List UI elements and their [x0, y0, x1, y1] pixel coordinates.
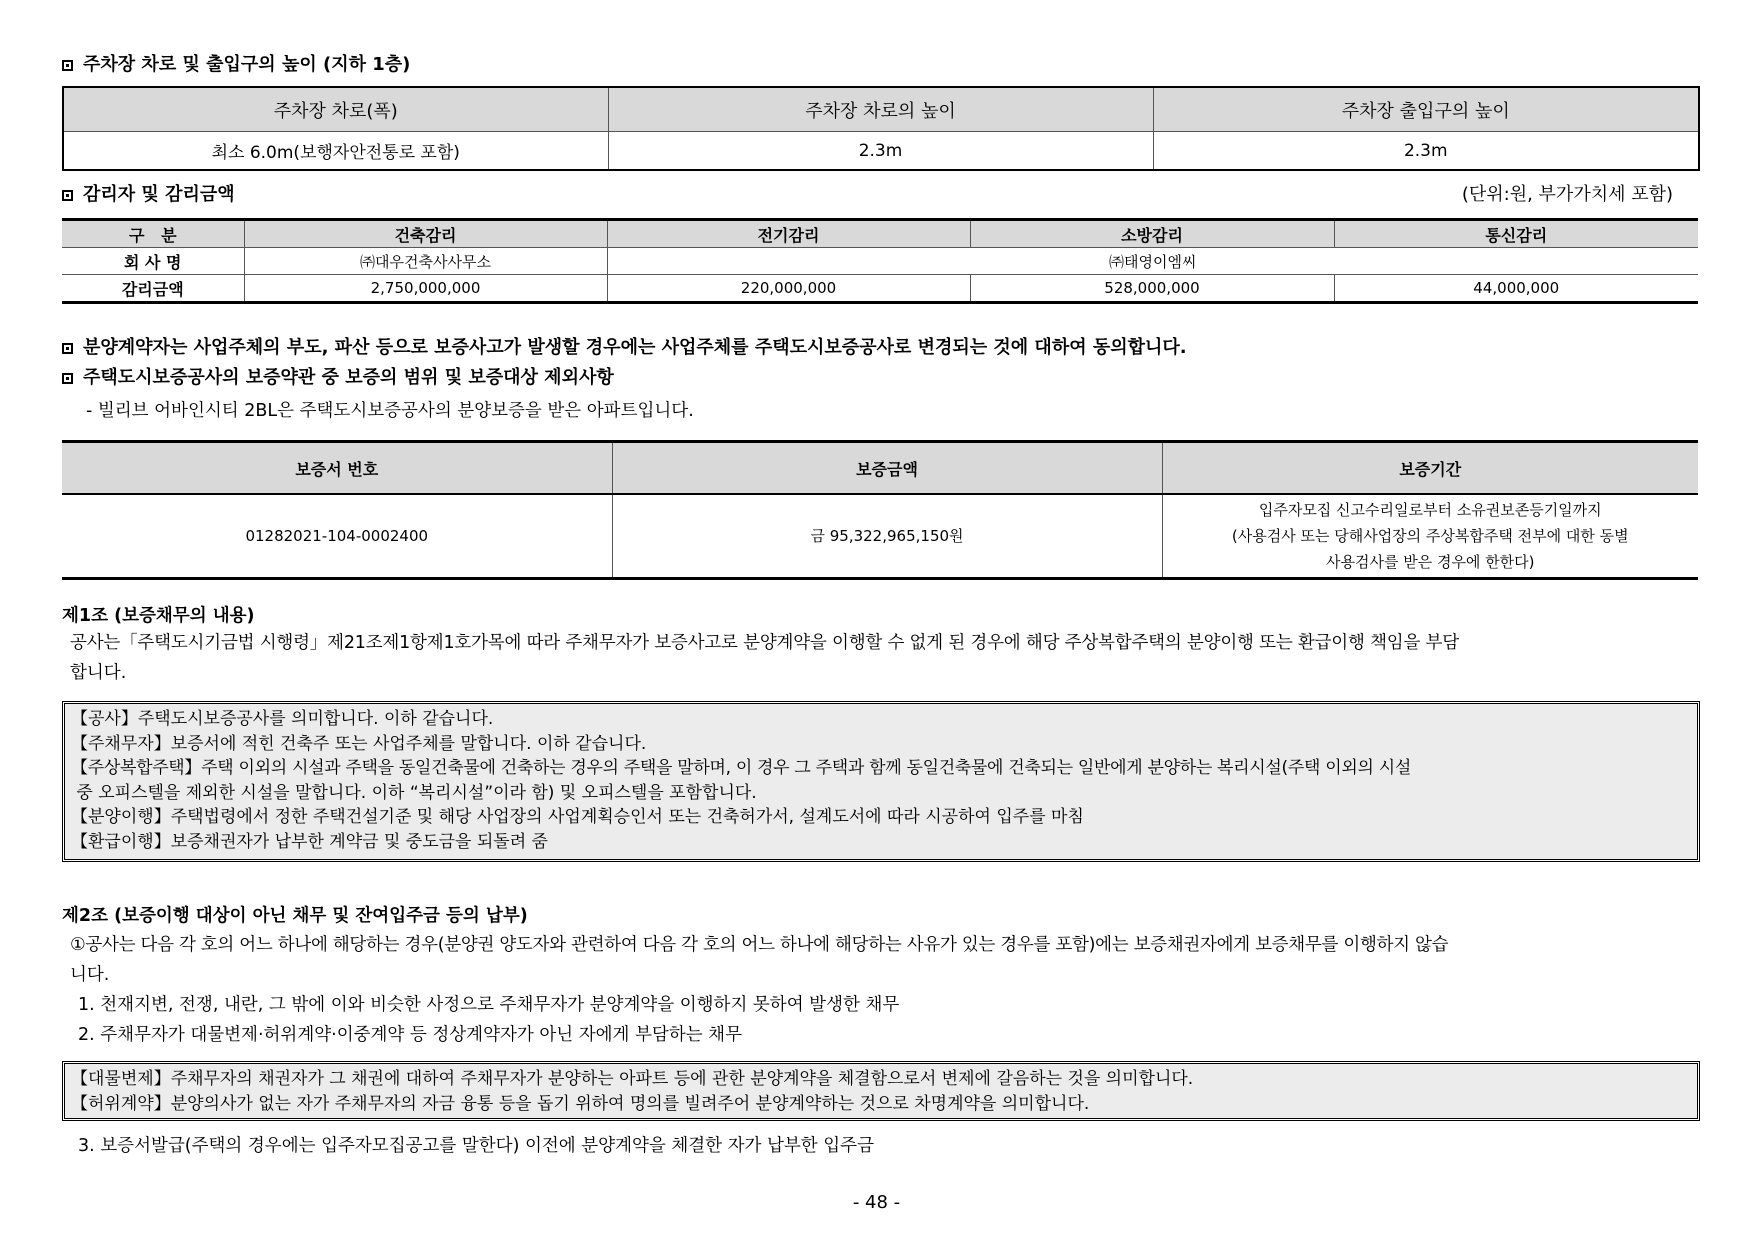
list-item: 1. 천재지변, 전쟁, 내란, 그 밖에 이와 비슷한 사정으로 주채무자가 분양계약을 이행하지 못하여 발생한 채무 [78, 995, 900, 1015]
table-cell [1162, 494, 1698, 579]
row-label: 감리금액 [62, 275, 244, 303]
section-heading-guarantee [62, 363, 614, 389]
square-bullet-icon [62, 190, 73, 201]
table-header-cell: 전기감리 [607, 220, 970, 248]
definition-line: 【허위계약】분양의사가 없는 자가 주채무자의 자금 융통 등을 돕기 위하여 명의를 빌려주어 분양계약하는 것으로 차명계약을 의미합니다. [71, 1093, 1090, 1114]
definition-line: 【주채무자】보증서에 적힌 건축주 또는 사업주체를 말합니다. 이하 같습니다. [71, 733, 647, 754]
section-heading-supervisor [62, 180, 235, 206]
body-line: ①공사는 다음 각 호의 어느 하나에 해당하는 경우(분양권 양도자와 관련하여 다음 각 호의 어느 하나에 해당하는 사유가 있는 경우를 포함)에는 보증채권자에게 보증채무를 이행하지 않습 [70, 935, 1449, 955]
square-bullet-icon [62, 60, 73, 71]
definition-line: 【환급이행】보증채권자가 납부한 계약금 및 중도금을 되돌려 줌 [71, 831, 548, 852]
heading-text: 주택도시보증공사의 보증약관 중 보증의 범위 및 보증대상 제외사항 [83, 367, 614, 388]
table-cell: 2.3m [1153, 132, 1699, 171]
row-label: 회 사 명 [62, 248, 244, 275]
list-item: 2. 주채무자가 대물변제·허위계약·이중계약 등 정상계약자가 아닌 자에게 부담하는 채무 [78, 1025, 742, 1045]
period-line: (사용검사 또는 당해사업장의 주상복합주택 전부에 대한 동별 [1231, 527, 1629, 545]
table-header-cell: 소방감리 [970, 220, 1334, 248]
article-2-body [70, 930, 1698, 1050]
table-header-cell: 주차장 차로의 높이 [608, 87, 1153, 132]
heading-text: 주차장 차로 및 출입구의 높이 (지하 1층) [83, 54, 411, 75]
table-header-cell: 통신감리 [1334, 220, 1698, 248]
definition-line: 【주상복합주택】주택 이외의 시설과 주택을 동일건축물에 건축하는 경우의 주택을 말하며, 이 경우 그 주택과 함께 동일건축물에 건축되는 일반에게 분양하는 복리시설(주택 이외의 시설 [71, 758, 1411, 778]
square-bullet-icon [62, 373, 73, 384]
period-line: 입주자모집 신고수리일로부터 소유권보존등기일까지 [1258, 501, 1602, 519]
square-bullet-icon [62, 343, 73, 354]
table-cell: 2.3m [608, 132, 1153, 171]
section-heading-consent [62, 333, 1187, 359]
definition-box-1 [64, 703, 1698, 860]
parking-table [62, 86, 1700, 171]
table-header-cell: 주차장 차로(폭) [63, 87, 608, 132]
table-row [62, 275, 1698, 303]
table-header-cell: 보증금액 [612, 442, 1162, 495]
table-cell: 최소 6.0m(보행자안전통로 포함) [63, 132, 608, 171]
section-heading-parking [62, 50, 410, 76]
page-number: - 48 - [852, 1192, 901, 1213]
table-header-row [62, 442, 1698, 495]
body-line: 공사는「주택도시기금법 시행령」제21조제1항제1호가목에 따라 주채무자가 보증사고로 분양계약을 이행할 수 없게 된 경우에 해당 주상복합주택의 분양이행 또는 환급이행 책임을 부담 [70, 633, 1459, 653]
heading-text: 감리자 및 감리금액 [83, 184, 235, 205]
definition-box-2 [64, 1063, 1698, 1119]
table-header-row [63, 87, 1699, 132]
table-row [63, 132, 1699, 171]
period-line: 사용검사를 받은 경우에 한한다) [1325, 553, 1535, 571]
table-cell: 금 95,322,965,150원 [612, 494, 1162, 579]
table-row [62, 494, 1698, 579]
definition-line: 중 오피스텔을 제외한 시설을 말합니다. 이하 “복리시설”이라 함) 및 오피스텔을 포함합니다. [71, 782, 757, 803]
table-header-cell: 주차장 출입구의 높이 [1153, 87, 1699, 132]
table-cell: 01282021-104-0002400 [62, 494, 612, 579]
definition-line: 【공사】주택도시보증공사를 의미합니다. 이하 같습니다. [71, 709, 494, 729]
article-1-body [70, 628, 1698, 688]
guarantee-note: - 빌리브 어바인시티 2BL은 주택도시보증공사의 분양보증을 받은 아파트입니다. [86, 401, 694, 421]
list-item: 3. 보증서발급(주택의 경우에는 입주자모집공고를 말한다) 이전에 분양계약을 체결한 자가 납부한 입주금 [78, 1136, 874, 1156]
definition-line: 【대물변제】주채무자의 채권자가 그 채권에 대하여 주채무자가 분양하는 아파트 등에 관한 분양계약을 체결함으로서 변제에 갈음하는 것을 의미합니다. [71, 1069, 1194, 1089]
article-2-title: 제2조 (보증이행 대상이 아닌 채무 및 잔여입주금 등의 납부) [62, 906, 528, 926]
supervisor-table [62, 218, 1698, 304]
body-line: 합니다. [70, 663, 127, 683]
unit-note: (단위:원, 부가가치세 포함) [1461, 184, 1673, 205]
definition-line: 【분양이행】주택법령에서 정한 주택건설기준 및 해당 사업장의 사업계획승인서 또는 건축허가서, 설계도서에 따라 시공하여 입주를 마침 [71, 807, 1084, 827]
table-cell: ㈜태영이엠씨 [607, 248, 1698, 275]
heading-text: 분양계약자는 사업주체의 부도, 파산 등으로 보증사고가 발생할 경우에는 사업주체를 주택도시보증공사로 변경되는 것에 대하여 동의합니다. [83, 337, 1187, 358]
table-header-cell: 보증서 번호 [62, 442, 612, 495]
table-header-row [62, 220, 1698, 248]
article-1-title: 제1조 (보증채무의 내용) [62, 606, 255, 626]
table-header-cell: 보증기간 [1162, 442, 1698, 495]
table-row [62, 248, 1698, 275]
table-header-cell: 건축감리 [244, 220, 607, 248]
guarantee-table [62, 440, 1698, 580]
table-cell: 528,000,000 [970, 275, 1334, 303]
body-line: 니다. [70, 965, 110, 985]
table-header-cell: 구 분 [62, 220, 244, 248]
table-cell: 220,000,000 [607, 275, 970, 303]
table-cell: 2,750,000,000 [244, 275, 607, 303]
table-cell: 44,000,000 [1334, 275, 1698, 303]
table-cell: ㈜대우건축사사무소 [244, 248, 607, 275]
